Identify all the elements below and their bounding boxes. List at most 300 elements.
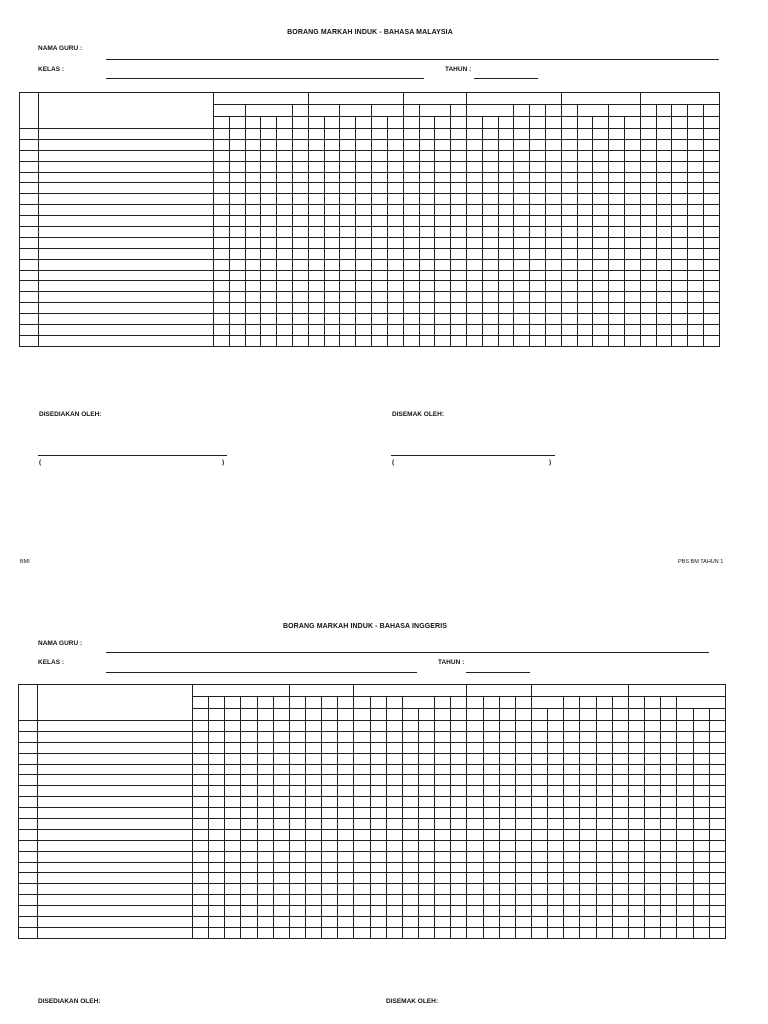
student-name-cell[interactable]	[38, 917, 193, 928]
mark-cell[interactable]	[451, 829, 467, 840]
mark-cell[interactable]	[322, 742, 338, 753]
mark-cell[interactable]	[467, 829, 483, 840]
student-name-cell[interactable]	[39, 325, 214, 336]
mark-cell[interactable]	[338, 721, 354, 732]
mark-cell[interactable]	[322, 851, 338, 862]
mark-cell[interactable]	[677, 721, 693, 732]
mark-cell[interactable]	[514, 303, 530, 314]
mark-cell[interactable]	[403, 183, 419, 194]
mark-cell[interactable]	[419, 906, 435, 917]
row-no-cell[interactable]	[20, 205, 39, 216]
row-no-cell[interactable]	[19, 753, 38, 764]
mark-cell[interactable]	[257, 829, 273, 840]
mark-cell[interactable]	[483, 764, 499, 775]
mark-cell[interactable]	[451, 314, 467, 325]
mark-cell[interactable]	[402, 873, 418, 884]
row-no-cell[interactable]	[20, 129, 39, 140]
mark-cell[interactable]	[467, 764, 483, 775]
mark-cell[interactable]	[306, 927, 322, 938]
mark-cell[interactable]	[467, 884, 483, 895]
mark-cell[interactable]	[640, 325, 656, 336]
mark-cell[interactable]	[482, 172, 498, 183]
mark-cell[interactable]	[419, 884, 435, 895]
mark-cell[interactable]	[451, 753, 467, 764]
row-no-cell[interactable]	[20, 139, 39, 150]
mark-cell[interactable]	[354, 797, 370, 808]
mark-cell[interactable]	[561, 303, 577, 314]
mark-cell[interactable]	[241, 797, 257, 808]
mark-cell[interactable]	[656, 314, 672, 325]
mark-cell[interactable]	[577, 259, 593, 270]
mark-cell[interactable]	[261, 216, 277, 227]
mark-cell[interactable]	[277, 139, 293, 150]
mark-cell[interactable]	[387, 335, 403, 346]
mark-cell[interactable]	[370, 884, 386, 895]
mark-cell[interactable]	[612, 917, 628, 928]
mark-cell[interactable]	[419, 325, 435, 336]
mark-cell[interactable]	[241, 742, 257, 753]
mark-cell[interactable]	[306, 829, 322, 840]
mark-cell[interactable]	[561, 227, 577, 238]
mark-cell[interactable]	[386, 797, 402, 808]
mark-cell[interactable]	[532, 840, 548, 851]
mark-cell[interactable]	[624, 129, 640, 140]
mark-cell[interactable]	[356, 237, 372, 248]
mark-cell[interactable]	[322, 906, 338, 917]
mark-cell[interactable]	[370, 917, 386, 928]
mark-cell[interactable]	[419, 237, 435, 248]
mark-cell[interactable]	[451, 183, 467, 194]
mark-cell[interactable]	[661, 731, 677, 742]
mark-cell[interactable]	[704, 227, 720, 238]
mark-cell[interactable]	[340, 205, 356, 216]
mark-cell[interactable]	[225, 797, 241, 808]
mark-cell[interactable]	[609, 325, 625, 336]
mark-cell[interactable]	[482, 259, 498, 270]
mark-cell[interactable]	[640, 183, 656, 194]
mark-cell[interactable]	[289, 786, 305, 797]
mark-cell[interactable]	[561, 314, 577, 325]
mark-cell[interactable]	[467, 840, 483, 851]
mark-cell[interactable]	[609, 139, 625, 150]
mark-cell[interactable]	[293, 205, 309, 216]
mark-cell[interactable]	[593, 227, 609, 238]
mark-cell[interactable]	[338, 927, 354, 938]
mark-cell[interactable]	[704, 183, 720, 194]
mark-cell[interactable]	[277, 227, 293, 238]
mark-cell[interactable]	[372, 150, 388, 161]
mark-cell[interactable]	[451, 927, 467, 938]
mark-cell[interactable]	[451, 819, 467, 830]
mark-cell[interactable]	[709, 764, 725, 775]
mark-cell[interactable]	[324, 335, 340, 346]
mark-cell[interactable]	[530, 194, 546, 205]
mark-cell[interactable]	[451, 303, 467, 314]
mark-cell[interactable]	[609, 183, 625, 194]
student-name-cell[interactable]	[39, 205, 214, 216]
mark-cell[interactable]	[467, 862, 483, 873]
mark-cell[interactable]	[561, 139, 577, 150]
mark-cell[interactable]	[709, 731, 725, 742]
mark-cell[interactable]	[530, 325, 546, 336]
mark-cell[interactable]	[677, 731, 693, 742]
mark-cell[interactable]	[322, 764, 338, 775]
mark-cell[interactable]	[419, 742, 435, 753]
mark-cell[interactable]	[241, 786, 257, 797]
mark-cell[interactable]	[209, 808, 225, 819]
mark-cell[interactable]	[624, 335, 640, 346]
mark-cell[interactable]	[193, 927, 209, 938]
row-no-cell[interactable]	[20, 325, 39, 336]
mark-cell[interactable]	[709, 851, 725, 862]
mark-cell[interactable]	[545, 270, 561, 281]
mark-cell[interactable]	[306, 873, 322, 884]
mark-cell[interactable]	[640, 314, 656, 325]
mark-cell[interactable]	[372, 270, 388, 281]
mark-cell[interactable]	[419, 216, 435, 227]
mark-cell[interactable]	[261, 270, 277, 281]
mark-cell[interactable]	[577, 270, 593, 281]
mark-cell[interactable]	[596, 829, 612, 840]
mark-cell[interactable]	[386, 862, 402, 873]
mark-cell[interactable]	[498, 259, 514, 270]
mark-cell[interactable]	[561, 237, 577, 248]
mark-cell[interactable]	[498, 281, 514, 292]
mark-cell[interactable]	[482, 303, 498, 314]
mark-cell[interactable]	[466, 183, 482, 194]
mark-cell[interactable]	[356, 259, 372, 270]
mark-cell[interactable]	[532, 721, 548, 732]
mark-cell[interactable]	[564, 829, 580, 840]
mark-cell[interactable]	[356, 161, 372, 172]
mark-cell[interactable]	[293, 139, 309, 150]
mark-cell[interactable]	[467, 721, 483, 732]
mark-cell[interactable]	[273, 775, 289, 786]
mark-cell[interactable]	[672, 335, 688, 346]
mark-cell[interactable]	[419, 840, 435, 851]
mark-cell[interactable]	[419, 829, 435, 840]
mark-cell[interactable]	[451, 194, 467, 205]
mark-cell[interactable]	[451, 216, 467, 227]
mark-cell[interactable]	[545, 281, 561, 292]
mark-cell[interactable]	[498, 303, 514, 314]
mark-cell[interactable]	[289, 753, 305, 764]
row-no-cell[interactable]	[19, 917, 38, 928]
student-name-cell[interactable]	[38, 851, 193, 862]
mark-cell[interactable]	[370, 873, 386, 884]
mark-cell[interactable]	[225, 721, 241, 732]
mark-cell[interactable]	[402, 829, 418, 840]
mark-cell[interactable]	[386, 829, 402, 840]
mark-cell[interactable]	[515, 731, 531, 742]
mark-cell[interactable]	[289, 840, 305, 851]
mark-cell[interactable]	[498, 172, 514, 183]
mark-cell[interactable]	[577, 150, 593, 161]
mark-cell[interactable]	[564, 786, 580, 797]
mark-cell[interactable]	[609, 161, 625, 172]
mark-cell[interactable]	[640, 281, 656, 292]
student-name-cell[interactable]	[38, 753, 193, 764]
mark-cell[interactable]	[306, 775, 322, 786]
mark-cell[interactable]	[289, 775, 305, 786]
mark-cell[interactable]	[261, 183, 277, 194]
mark-cell[interactable]	[661, 862, 677, 873]
mark-cell[interactable]	[593, 139, 609, 150]
mark-cell[interactable]	[386, 731, 402, 742]
mark-cell[interactable]	[612, 786, 628, 797]
mark-cell[interactable]	[704, 325, 720, 336]
mark-cell[interactable]	[709, 927, 725, 938]
mark-cell[interactable]	[356, 172, 372, 183]
mark-cell[interactable]	[483, 873, 499, 884]
mark-cell[interactable]	[693, 731, 709, 742]
mark-cell[interactable]	[577, 161, 593, 172]
mark-cell[interactable]	[229, 292, 245, 303]
mark-cell[interactable]	[499, 862, 515, 873]
mark-cell[interactable]	[580, 808, 596, 819]
mark-cell[interactable]	[354, 829, 370, 840]
mark-cell[interactable]	[293, 183, 309, 194]
mark-cell[interactable]	[308, 139, 324, 150]
mark-cell[interactable]	[193, 884, 209, 895]
mark-cell[interactable]	[514, 216, 530, 227]
mark-cell[interactable]	[354, 721, 370, 732]
mark-cell[interactable]	[677, 884, 693, 895]
mark-cell[interactable]	[209, 775, 225, 786]
mark-cell[interactable]	[580, 829, 596, 840]
mark-cell[interactable]	[482, 237, 498, 248]
mark-cell[interactable]	[340, 183, 356, 194]
mark-cell[interactable]	[645, 917, 661, 928]
mark-cell[interactable]	[624, 314, 640, 325]
mark-cell[interactable]	[435, 183, 451, 194]
row-no-cell[interactable]	[19, 884, 38, 895]
mark-cell[interactable]	[593, 129, 609, 140]
mark-cell[interactable]	[308, 281, 324, 292]
mark-cell[interactable]	[451, 248, 467, 259]
mark-cell[interactable]	[257, 731, 273, 742]
mark-cell[interactable]	[451, 742, 467, 753]
mark-cell[interactable]	[354, 731, 370, 742]
mark-cell[interactable]	[688, 139, 704, 150]
mark-cell[interactable]	[435, 314, 451, 325]
mark-cell[interactable]	[338, 786, 354, 797]
mark-cell[interactable]	[324, 303, 340, 314]
row-no-cell[interactable]	[20, 248, 39, 259]
student-name-cell[interactable]	[38, 819, 193, 830]
mark-cell[interactable]	[467, 808, 483, 819]
mark-cell[interactable]	[225, 917, 241, 928]
student-name-cell[interactable]	[38, 829, 193, 840]
mark-cell[interactable]	[593, 259, 609, 270]
row-no-cell[interactable]	[20, 303, 39, 314]
mark-cell[interactable]	[209, 797, 225, 808]
mark-cell[interactable]	[688, 270, 704, 281]
mark-cell[interactable]	[273, 786, 289, 797]
mark-cell[interactable]	[612, 873, 628, 884]
mark-cell[interactable]	[688, 194, 704, 205]
mark-cell[interactable]	[419, 314, 435, 325]
mark-cell[interactable]	[688, 216, 704, 227]
mark-cell[interactable]	[580, 731, 596, 742]
mark-cell[interactable]	[277, 129, 293, 140]
mark-cell[interactable]	[293, 172, 309, 183]
mark-cell[interactable]	[515, 884, 531, 895]
mark-cell[interactable]	[564, 862, 580, 873]
mark-cell[interactable]	[193, 873, 209, 884]
mark-cell[interactable]	[466, 281, 482, 292]
mark-cell[interactable]	[466, 161, 482, 172]
student-name-cell[interactable]	[38, 775, 193, 786]
row-no-cell[interactable]	[19, 906, 38, 917]
mark-cell[interactable]	[482, 161, 498, 172]
mark-cell[interactable]	[645, 927, 661, 938]
mark-cell[interactable]	[289, 862, 305, 873]
mark-cell[interactable]	[530, 129, 546, 140]
mark-cell[interactable]	[193, 829, 209, 840]
mark-cell[interactable]	[338, 917, 354, 928]
mark-cell[interactable]	[482, 227, 498, 238]
mark-cell[interactable]	[356, 227, 372, 238]
mark-cell[interactable]	[419, 335, 435, 346]
mark-cell[interactable]	[338, 895, 354, 906]
mark-cell[interactable]	[273, 895, 289, 906]
mark-cell[interactable]	[370, 786, 386, 797]
mark-cell[interactable]	[704, 281, 720, 292]
mark-cell[interactable]	[688, 314, 704, 325]
mark-cell[interactable]	[214, 150, 230, 161]
mark-cell[interactable]	[612, 906, 628, 917]
mark-cell[interactable]	[324, 194, 340, 205]
mark-cell[interactable]	[308, 129, 324, 140]
mark-cell[interactable]	[514, 172, 530, 183]
mark-cell[interactable]	[515, 753, 531, 764]
mark-cell[interactable]	[338, 819, 354, 830]
mark-cell[interactable]	[548, 819, 564, 830]
mark-cell[interactable]	[704, 194, 720, 205]
mark-cell[interactable]	[532, 775, 548, 786]
mark-cell[interactable]	[403, 205, 419, 216]
mark-cell[interactable]	[693, 775, 709, 786]
mark-cell[interactable]	[214, 139, 230, 150]
mark-cell[interactable]	[514, 227, 530, 238]
mark-cell[interactable]	[419, 205, 435, 216]
mark-cell[interactable]	[532, 927, 548, 938]
mark-cell[interactable]	[672, 314, 688, 325]
mark-cell[interactable]	[277, 237, 293, 248]
mark-cell[interactable]	[387, 292, 403, 303]
mark-cell[interactable]	[483, 742, 499, 753]
mark-cell[interactable]	[338, 906, 354, 917]
mark-cell[interactable]	[483, 829, 499, 840]
mark-cell[interactable]	[435, 139, 451, 150]
mark-cell[interactable]	[577, 281, 593, 292]
mark-cell[interactable]	[466, 259, 482, 270]
mark-cell[interactable]	[499, 797, 515, 808]
mark-cell[interactable]	[261, 150, 277, 161]
mark-cell[interactable]	[609, 248, 625, 259]
mark-cell[interactable]	[628, 742, 644, 753]
mark-cell[interactable]	[580, 775, 596, 786]
mark-cell[interactable]	[661, 851, 677, 862]
mark-cell[interactable]	[387, 314, 403, 325]
mark-cell[interactable]	[435, 840, 451, 851]
mark-cell[interactable]	[466, 129, 482, 140]
mark-cell[interactable]	[435, 808, 451, 819]
mark-cell[interactable]	[693, 895, 709, 906]
mark-cell[interactable]	[466, 139, 482, 150]
mark-cell[interactable]	[289, 721, 305, 732]
mark-cell[interactable]	[709, 721, 725, 732]
mark-cell[interactable]	[451, 840, 467, 851]
mark-cell[interactable]	[273, 808, 289, 819]
mark-cell[interactable]	[403, 150, 419, 161]
mark-cell[interactable]	[593, 237, 609, 248]
mark-cell[interactable]	[628, 906, 644, 917]
mark-cell[interactable]	[435, 753, 451, 764]
mark-cell[interactable]	[661, 775, 677, 786]
mark-cell[interactable]	[532, 786, 548, 797]
mark-cell[interactable]	[340, 292, 356, 303]
mark-cell[interactable]	[435, 819, 451, 830]
mark-cell[interactable]	[370, 906, 386, 917]
mark-cell[interactable]	[548, 829, 564, 840]
row-no-cell[interactable]	[20, 161, 39, 172]
mark-cell[interactable]	[419, 194, 435, 205]
mark-cell[interactable]	[245, 292, 261, 303]
mark-cell[interactable]	[451, 270, 467, 281]
mark-cell[interactable]	[656, 248, 672, 259]
mark-cell[interactable]	[564, 808, 580, 819]
mark-cell[interactable]	[596, 895, 612, 906]
mark-cell[interactable]	[709, 786, 725, 797]
mark-cell[interactable]	[593, 281, 609, 292]
mark-cell[interactable]	[677, 753, 693, 764]
student-name-cell[interactable]	[38, 721, 193, 732]
mark-cell[interactable]	[370, 797, 386, 808]
mark-cell[interactable]	[482, 194, 498, 205]
mark-cell[interactable]	[372, 281, 388, 292]
mark-cell[interactable]	[688, 129, 704, 140]
mark-cell[interactable]	[466, 205, 482, 216]
mark-cell[interactable]	[245, 303, 261, 314]
mark-cell[interactable]	[499, 873, 515, 884]
mark-cell[interactable]	[306, 764, 322, 775]
mark-cell[interactable]	[677, 917, 693, 928]
mark-cell[interactable]	[498, 270, 514, 281]
mark-cell[interactable]	[499, 721, 515, 732]
mark-cell[interactable]	[372, 303, 388, 314]
mark-cell[interactable]	[435, 873, 451, 884]
mark-cell[interactable]	[308, 161, 324, 172]
mark-cell[interactable]	[209, 927, 225, 938]
mark-cell[interactable]	[596, 819, 612, 830]
mark-cell[interactable]	[386, 873, 402, 884]
mark-cell[interactable]	[435, 248, 451, 259]
mark-cell[interactable]	[577, 216, 593, 227]
mark-cell[interactable]	[564, 764, 580, 775]
mark-cell[interactable]	[402, 721, 418, 732]
mark-cell[interactable]	[245, 314, 261, 325]
mark-cell[interactable]	[356, 303, 372, 314]
mark-cell[interactable]	[593, 314, 609, 325]
row-no-cell[interactable]	[20, 292, 39, 303]
mark-cell[interactable]	[624, 227, 640, 238]
mark-cell[interactable]	[688, 303, 704, 314]
mark-cell[interactable]	[209, 753, 225, 764]
mark-cell[interactable]	[514, 194, 530, 205]
mark-cell[interactable]	[451, 851, 467, 862]
